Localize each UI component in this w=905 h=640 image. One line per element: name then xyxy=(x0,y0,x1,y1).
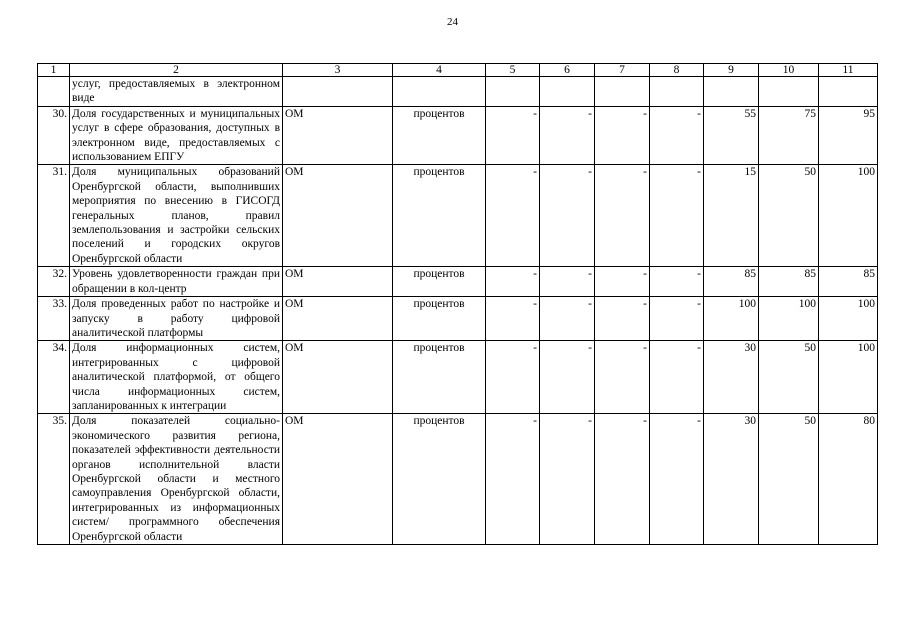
indicators-table xyxy=(37,63,878,545)
column-header: 6 xyxy=(540,64,595,77)
value-col-9: 85 xyxy=(704,267,759,297)
value-col-11: 85 xyxy=(819,267,878,297)
indicator-name: услуг, предоставляемых в электронном виде xyxy=(70,77,283,107)
indicator-source: ОМ xyxy=(283,106,393,165)
indicator-source xyxy=(283,77,393,107)
value-col-7: - xyxy=(595,297,650,341)
value-col-11 xyxy=(819,77,878,107)
column-header: 5 xyxy=(486,64,540,77)
value-col-10 xyxy=(759,77,819,107)
column-header: 4 xyxy=(393,64,486,77)
table-row xyxy=(38,267,878,297)
value-col-9: 100 xyxy=(704,297,759,341)
table-row xyxy=(38,165,878,267)
value-col-6 xyxy=(540,77,595,107)
value-col-11: 100 xyxy=(819,165,878,267)
value-col-7: - xyxy=(595,267,650,297)
indicator-source: ОМ xyxy=(283,297,393,341)
column-header: 2 xyxy=(70,64,283,77)
value-col-8: - xyxy=(650,341,704,414)
indicator-unit xyxy=(393,77,486,107)
table-row xyxy=(38,414,878,545)
value-col-8 xyxy=(650,77,704,107)
indicator-source: ОМ xyxy=(283,165,393,267)
indicator-source: ОМ xyxy=(283,414,393,545)
value-col-6: - xyxy=(540,267,595,297)
value-col-5: - xyxy=(486,267,540,297)
table-row xyxy=(38,77,878,107)
value-col-10: 75 xyxy=(759,106,819,165)
row-number: 32. xyxy=(38,267,70,297)
indicator-name: Доля государственных и муниципальных услуг в сфере образования, доступных в электронном виде, предоставляемых с использованием ЕПГУ xyxy=(70,106,283,165)
page-number: 24 xyxy=(447,16,458,28)
indicator-name: Доля показателей социально-экономического развития региона, показателей эффективности деятельности органов исполнительной власти Оренбургской области и местного самоуправления Оренбургской области, интегрированных из информационных систем/ программного обеспечения Оренбургской области xyxy=(70,414,283,545)
value-col-8: - xyxy=(650,106,704,165)
header-row xyxy=(38,64,878,77)
value-col-9 xyxy=(704,77,759,107)
table-row xyxy=(38,106,878,165)
indicator-name: Доля муниципальных образований Оренбургской области, выполнивших мероприятия по внесению в ГИСОГД генеральных планов, правил землепользования и застройки сельских поселений и городских округов Оренбургской области xyxy=(70,165,283,267)
value-col-7: - xyxy=(595,165,650,267)
value-col-11: 80 xyxy=(819,414,878,545)
row-number xyxy=(38,77,70,107)
indicator-unit: процентов xyxy=(393,267,486,297)
column-header: 1 xyxy=(38,64,70,77)
value-col-7: - xyxy=(595,414,650,545)
table-row xyxy=(38,341,878,414)
value-col-7 xyxy=(595,77,650,107)
column-header: 7 xyxy=(595,64,650,77)
value-col-10: 50 xyxy=(759,341,819,414)
value-col-8: - xyxy=(650,165,704,267)
row-number: 34. xyxy=(38,341,70,414)
value-col-11: 100 xyxy=(819,341,878,414)
row-number: 33. xyxy=(38,297,70,341)
column-header: 8 xyxy=(650,64,704,77)
value-col-9: 55 xyxy=(704,106,759,165)
column-header: 3 xyxy=(283,64,393,77)
value-col-9: 15 xyxy=(704,165,759,267)
row-number: 30. xyxy=(38,106,70,165)
indicator-unit: процентов xyxy=(393,165,486,267)
value-col-10: 50 xyxy=(759,414,819,545)
value-col-5: - xyxy=(486,414,540,545)
column-header: 10 xyxy=(759,64,819,77)
indicator-name: Доля проведенных работ по настройке и запуску в работу цифровой аналитической платформы xyxy=(70,297,283,341)
value-col-7: - xyxy=(595,106,650,165)
value-col-5: - xyxy=(486,297,540,341)
value-col-5: - xyxy=(486,165,540,267)
value-col-9: 30 xyxy=(704,414,759,545)
indicator-unit: процентов xyxy=(393,414,486,545)
value-col-8: - xyxy=(650,267,704,297)
value-col-11: 100 xyxy=(819,297,878,341)
value-col-6: - xyxy=(540,341,595,414)
value-col-6: - xyxy=(540,414,595,545)
value-col-8: - xyxy=(650,297,704,341)
indicator-unit: процентов xyxy=(393,106,486,165)
table-row xyxy=(38,297,878,341)
indicator-source: ОМ xyxy=(283,341,393,414)
value-col-9: 30 xyxy=(704,341,759,414)
value-col-5 xyxy=(486,77,540,107)
row-number: 31. xyxy=(38,165,70,267)
column-header: 11 xyxy=(819,64,878,77)
value-col-8: - xyxy=(650,414,704,545)
column-header: 9 xyxy=(704,64,759,77)
value-col-5: - xyxy=(486,106,540,165)
value-col-6: - xyxy=(540,297,595,341)
value-col-10: 100 xyxy=(759,297,819,341)
row-number: 35. xyxy=(38,414,70,545)
indicator-source: ОМ xyxy=(283,267,393,297)
value-col-6: - xyxy=(540,165,595,267)
value-col-10: 85 xyxy=(759,267,819,297)
indicator-name: Доля информационных систем, интегрированных с цифровой аналитической платформой, от общего числа информационных систем, запланированных к интеграции xyxy=(70,341,283,414)
indicator-unit: процентов xyxy=(393,341,486,414)
indicator-name: Уровень удовлетворенности граждан при обращении в кол-центр xyxy=(70,267,283,297)
indicator-unit: процентов xyxy=(393,297,486,341)
value-col-11: 95 xyxy=(819,106,878,165)
value-col-7: - xyxy=(595,341,650,414)
value-col-5: - xyxy=(486,341,540,414)
value-col-10: 50 xyxy=(759,165,819,267)
value-col-6: - xyxy=(540,106,595,165)
